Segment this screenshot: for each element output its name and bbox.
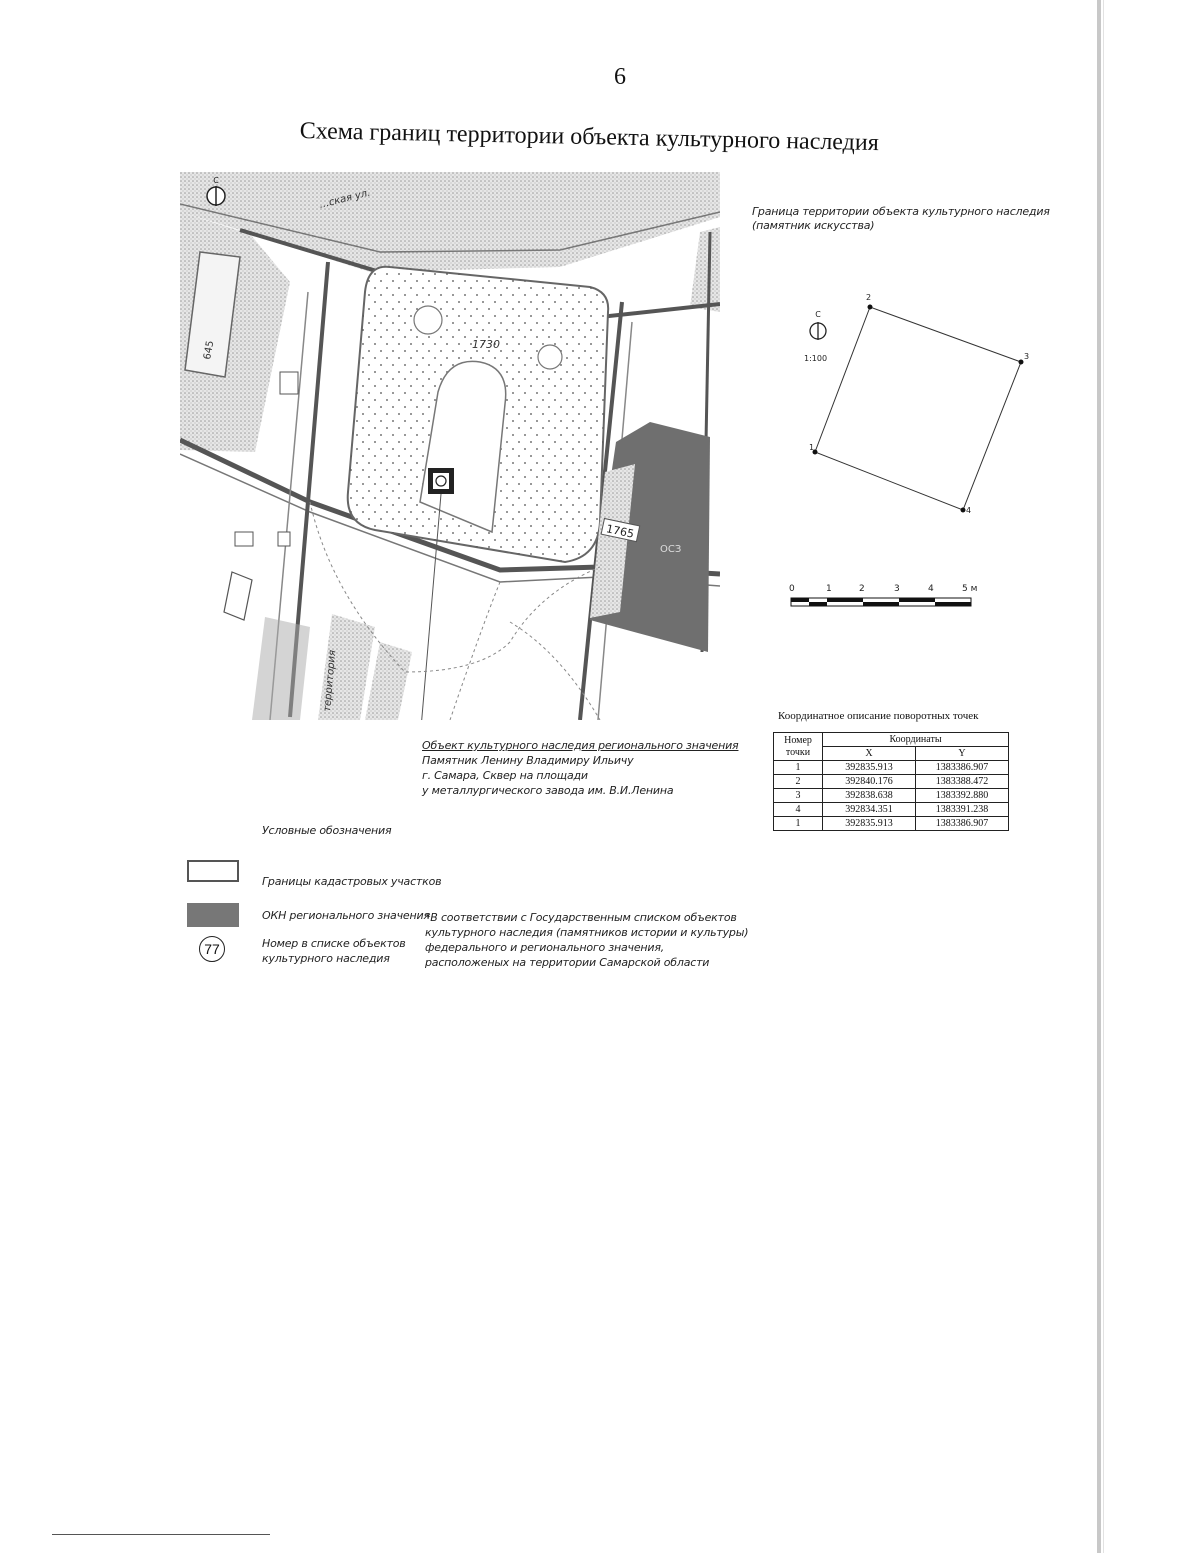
object-caption-heading: Объект культурного наследия регионального значения (422, 739, 739, 752)
row-x: 392838.638 (823, 789, 916, 803)
scale-label-4: 4 (928, 584, 934, 594)
scale-label-1: 1 (826, 584, 832, 594)
cadastral-map (180, 172, 720, 720)
row-y: 1383386.907 (916, 761, 1009, 775)
legend-label-heritage: ОКН регионального значения (262, 909, 430, 922)
boundary-diagram (790, 285, 1040, 525)
building-label: ОСЗ (660, 544, 682, 555)
scan-edge-line (1097, 0, 1101, 1553)
boundary-caption (752, 205, 1052, 233)
road-label: территория (322, 649, 339, 713)
row-y: 1383388.472 (916, 775, 1009, 789)
scan-edge-line-thin (1103, 0, 1104, 1553)
coordinates-table (773, 732, 1009, 831)
col-point-header: Номер точки (774, 733, 823, 761)
row-point: 3 (774, 789, 823, 803)
point-label-1: 1 (809, 443, 815, 452)
table-row (774, 761, 1009, 775)
col-coords-header: Координаты (823, 733, 1009, 747)
boundary-caption-line-1: Граница территории объекта культурного наследия (752, 205, 1050, 218)
row-x: 392835.913 (823, 817, 916, 831)
coordinates-title: Координатное описание поворотных точек (778, 710, 979, 722)
footnote-line-1: *В соответствии с Государственным списком объектов (425, 911, 737, 924)
row-point: 2 (774, 775, 823, 789)
legend-footnote (425, 910, 748, 970)
table-row (774, 817, 1009, 831)
legend-label-number: Номер в списке объектов культурного наследия (262, 937, 406, 965)
scale-bar (790, 596, 972, 610)
page-title: Схема границ территории объекта культурного наследия (299, 118, 880, 157)
row-point: 1 (774, 817, 823, 831)
col-y-header: Y (916, 747, 1009, 761)
scale-label-0: 0 (789, 584, 795, 594)
object-caption-line-3: у металлургического завода им. В.И.Ленина (422, 784, 674, 797)
footnote-line-4: расположеных на территории Самарской области (425, 956, 710, 969)
row-x: 392834.351 (823, 803, 916, 817)
map-north-label: С (213, 176, 219, 185)
footnote-rule (52, 1534, 270, 1535)
diagram-scale-ratio: 1:100 (804, 354, 828, 363)
diagram-north-label: С (815, 310, 821, 319)
object-caption-line-1: Памятник Ленину Владимиру Ильичу (422, 754, 634, 767)
point-label-2: 2 (866, 293, 872, 302)
page-number: 6 (614, 64, 626, 90)
footnote-line-3: федерального и регионального значения, (425, 941, 665, 954)
scale-label-2: 2 (859, 584, 865, 594)
point-label-3: 3 (1024, 352, 1030, 361)
scale-label-5: 5 м (962, 584, 978, 594)
legend-label-parcels: Границы кадастровых участков (262, 875, 442, 888)
row-x: 392835.913 (823, 761, 916, 775)
street-label: …ская ул. (318, 187, 372, 211)
row-point: 1 (774, 761, 823, 775)
row-y: 1383386.907 (916, 817, 1009, 831)
col-x-header: X (823, 747, 916, 761)
row-point: 4 (774, 803, 823, 817)
row-y: 1383392.880 (916, 789, 1009, 803)
object-caption (422, 738, 738, 798)
table-row (774, 789, 1009, 803)
heritage-object-swatch (187, 903, 239, 927)
scale-label-3: 3 (894, 584, 900, 594)
row-x: 392840.176 (823, 775, 916, 789)
parcel-number-645: 645 (202, 339, 217, 361)
legend-title: Условные обозначения (262, 824, 392, 837)
table-row (774, 803, 1009, 817)
table-row (774, 775, 1009, 789)
object-caption-line-2: г. Самара, Сквер на площади (422, 769, 588, 782)
footnote-line-2: культурного наследия (памятников истории и культуры) (425, 926, 749, 939)
parcel-boundary-swatch (187, 860, 239, 882)
boundary-caption-line-2: (памятник искусства) (752, 219, 875, 232)
parcel-number-1730: 1730 (472, 338, 500, 351)
circle-number-icon: 77 (199, 936, 225, 962)
point-label-4: 4 (966, 506, 972, 515)
parcel-number-1765: 1765 (605, 522, 636, 541)
row-y: 1383391.238 (916, 803, 1009, 817)
